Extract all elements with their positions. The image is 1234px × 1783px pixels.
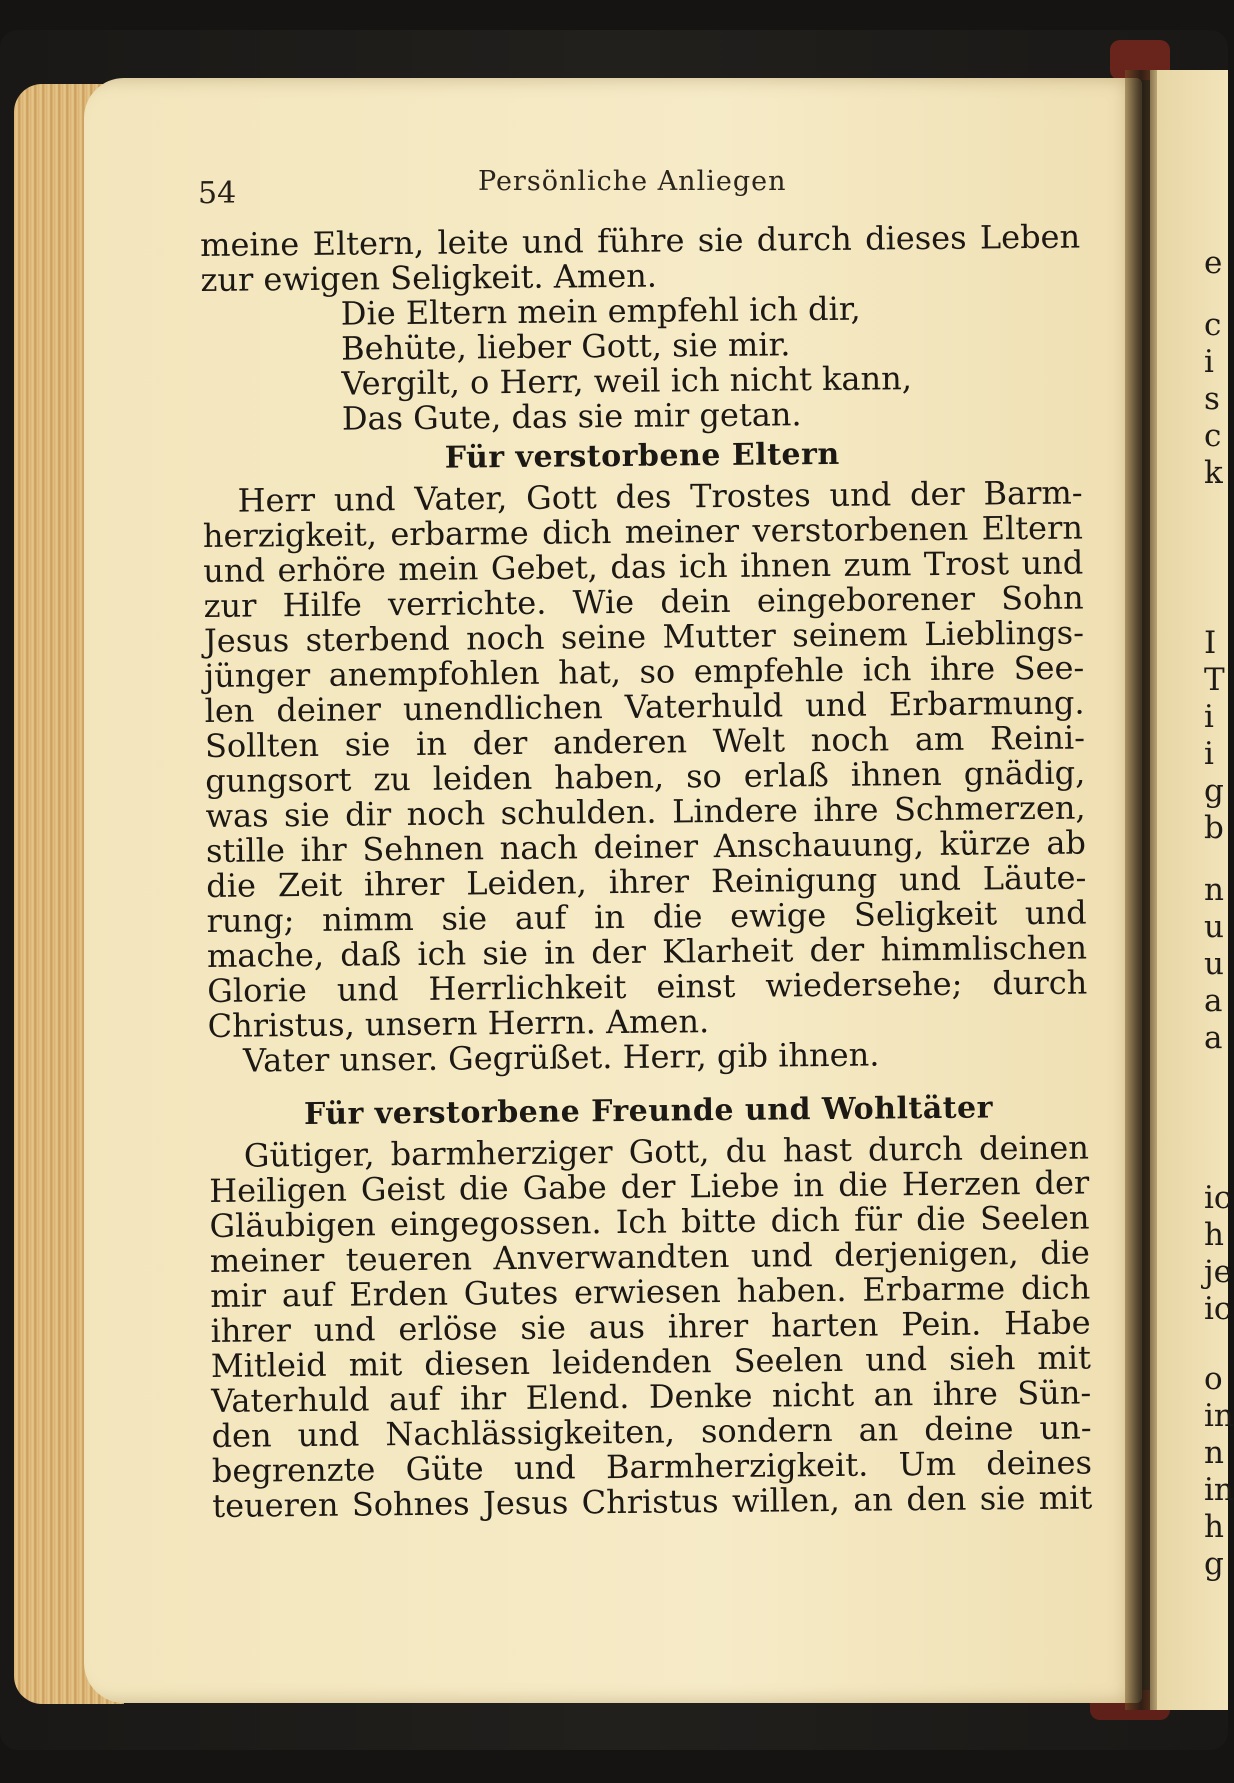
verse-line: Vergilt, o Herr, weil ich nicht kann, (341, 359, 913, 403)
body-line: teueren Sohnes Jesus Christus willen, an den sie mit (212, 1478, 1093, 1525)
body-line: Gütiger, barmherziger Gott, du hast durch deinen (243, 1128, 1090, 1175)
right-fragment: e (1204, 245, 1223, 281)
body-line: und erhöre mein Gebet, das ich ihnen zum Trost und (203, 543, 1084, 590)
right-page-fragments (1204, 0, 1234, 1783)
body-line: den und Nachlässigkeiten, sondern an deine un- (211, 1408, 1092, 1455)
body-line: Glorie und Herrlichkeit einst wiedersehe; durch (207, 963, 1088, 1010)
right-fragment: in (1204, 1398, 1234, 1434)
right-fragment: g (1204, 1546, 1224, 1582)
right-fragment: n (1204, 872, 1224, 908)
body-line: Sollten sie in der anderen Welt noch am Reini- (204, 718, 1086, 765)
body-line: stille ihr Sehnen nach deiner Anschauung, kürze ab (205, 823, 1087, 870)
body-line: zur Hilfe verrichte. Wie dein eingeborener Sohn (203, 578, 1084, 625)
body-line: ihrer und erlöse sie aus ihrer harten Pein. Habe (210, 1303, 1091, 1350)
right-fragment: ic (1204, 1291, 1232, 1327)
body-line: Christus, unsern Herrn. Amen. (207, 1002, 710, 1045)
body-line: was sie dir noch schulden. Lindere ihre Schmerzen, (205, 788, 1086, 835)
verse-line: Behüte, lieber Gott, sie mir. (340, 325, 791, 368)
right-fragment: I (1204, 625, 1217, 661)
body-line: begrenzte Güte und Barmherzigkeit. Um deines (211, 1443, 1093, 1490)
right-fragment: u (1204, 909, 1224, 945)
verse-line: Das Gute, das sie mir getan. (341, 395, 802, 438)
right-fragment: o (1204, 1361, 1223, 1397)
book-gutter (1125, 70, 1157, 1710)
body-line: rung; nimm sie auf in die ewige Seligkeit und (206, 893, 1087, 940)
right-fragment: u (1204, 946, 1224, 982)
body-line: Mitleid mit diesen leidenden Seelen und sieh mit (210, 1338, 1092, 1385)
running-head: Persönliche Anliegen (478, 166, 787, 197)
right-fragment: in (1204, 1472, 1234, 1508)
right-fragment: je (1204, 1254, 1232, 1290)
body-line: mir auf Erden Gutes erwiesen haben. Erbarme dich (210, 1268, 1091, 1315)
right-fragment: i (1204, 344, 1214, 380)
page-text-body (199, 217, 1093, 1525)
body-line: Jesus sterbend noch seine Mutter seinem Lieblings- (203, 613, 1085, 660)
body-line: Gläubigen eingegossen. Ich bitte dich für die Seelen (209, 1198, 1090, 1245)
right-fragment: k (1204, 455, 1223, 491)
body-line: Herr und Vater, Gott des Trostes und der Barm- (237, 473, 1083, 520)
body-line: gungsort zu leiden haben, so erlaß ihnen gnädig, (205, 753, 1086, 800)
body-line: die Zeit ihrer Leiden, ihrer Reinigung und Läute- (206, 858, 1087, 905)
right-fragment: a (1204, 1020, 1223, 1056)
right-fragment: s (1204, 381, 1220, 417)
right-fragment: ic (1204, 1180, 1232, 1216)
right-fragment: h (1204, 1217, 1224, 1253)
right-fragment: i (1204, 736, 1214, 772)
body-line: meiner teueren Anverwandten und derjenigen, die (209, 1233, 1091, 1280)
right-fragment: c (1204, 307, 1222, 343)
body-line: herzigkeit, erbarme dich meiner verstorbenen Eltern (202, 508, 1084, 555)
body-line: zur ewigen Seligkeit. Amen. (200, 256, 658, 299)
right-fragment: i (1204, 699, 1214, 735)
body-line: mache, daß ich sie in der Klarheit der himmlischen (206, 928, 1088, 975)
right-fragment: b (1204, 810, 1224, 846)
right-fragment: g (1204, 773, 1224, 809)
section-heading-verstorbene-eltern: Für verstorbene Eltern (444, 436, 840, 476)
page-number: 54 (198, 176, 237, 211)
right-fragment: h (1204, 1509, 1224, 1545)
body-line: Vater unser. Gegrüßet. Herr, gib ihnen. (242, 1035, 880, 1080)
right-fragment: n (1204, 1435, 1224, 1471)
body-line: meine Eltern, leite und führe sie durch dieses Leben (199, 217, 1081, 264)
verse-line: Die Eltern mein empfehl ich dir, (340, 289, 861, 333)
right-fragment: a (1204, 983, 1223, 1019)
body-line: len deiner unendlichen Vaterhuld und Erbarmung. (204, 683, 1085, 730)
body-line: Vaterhuld auf ihr Elend. Denke nicht an ihre Sün- (211, 1373, 1092, 1420)
right-fragment: c (1204, 418, 1222, 454)
section-heading-freunde-wohltaeter: Für verstorbene Freunde und Wohltäter (303, 1090, 994, 1133)
body-line: Heiligen Geist die Gabe der Liebe in die Herzen der (209, 1163, 1090, 1210)
body-line: jünger anempfohlen hat, so empfehle ich ihre See- (204, 648, 1085, 695)
right-fragment: T (1204, 662, 1225, 698)
